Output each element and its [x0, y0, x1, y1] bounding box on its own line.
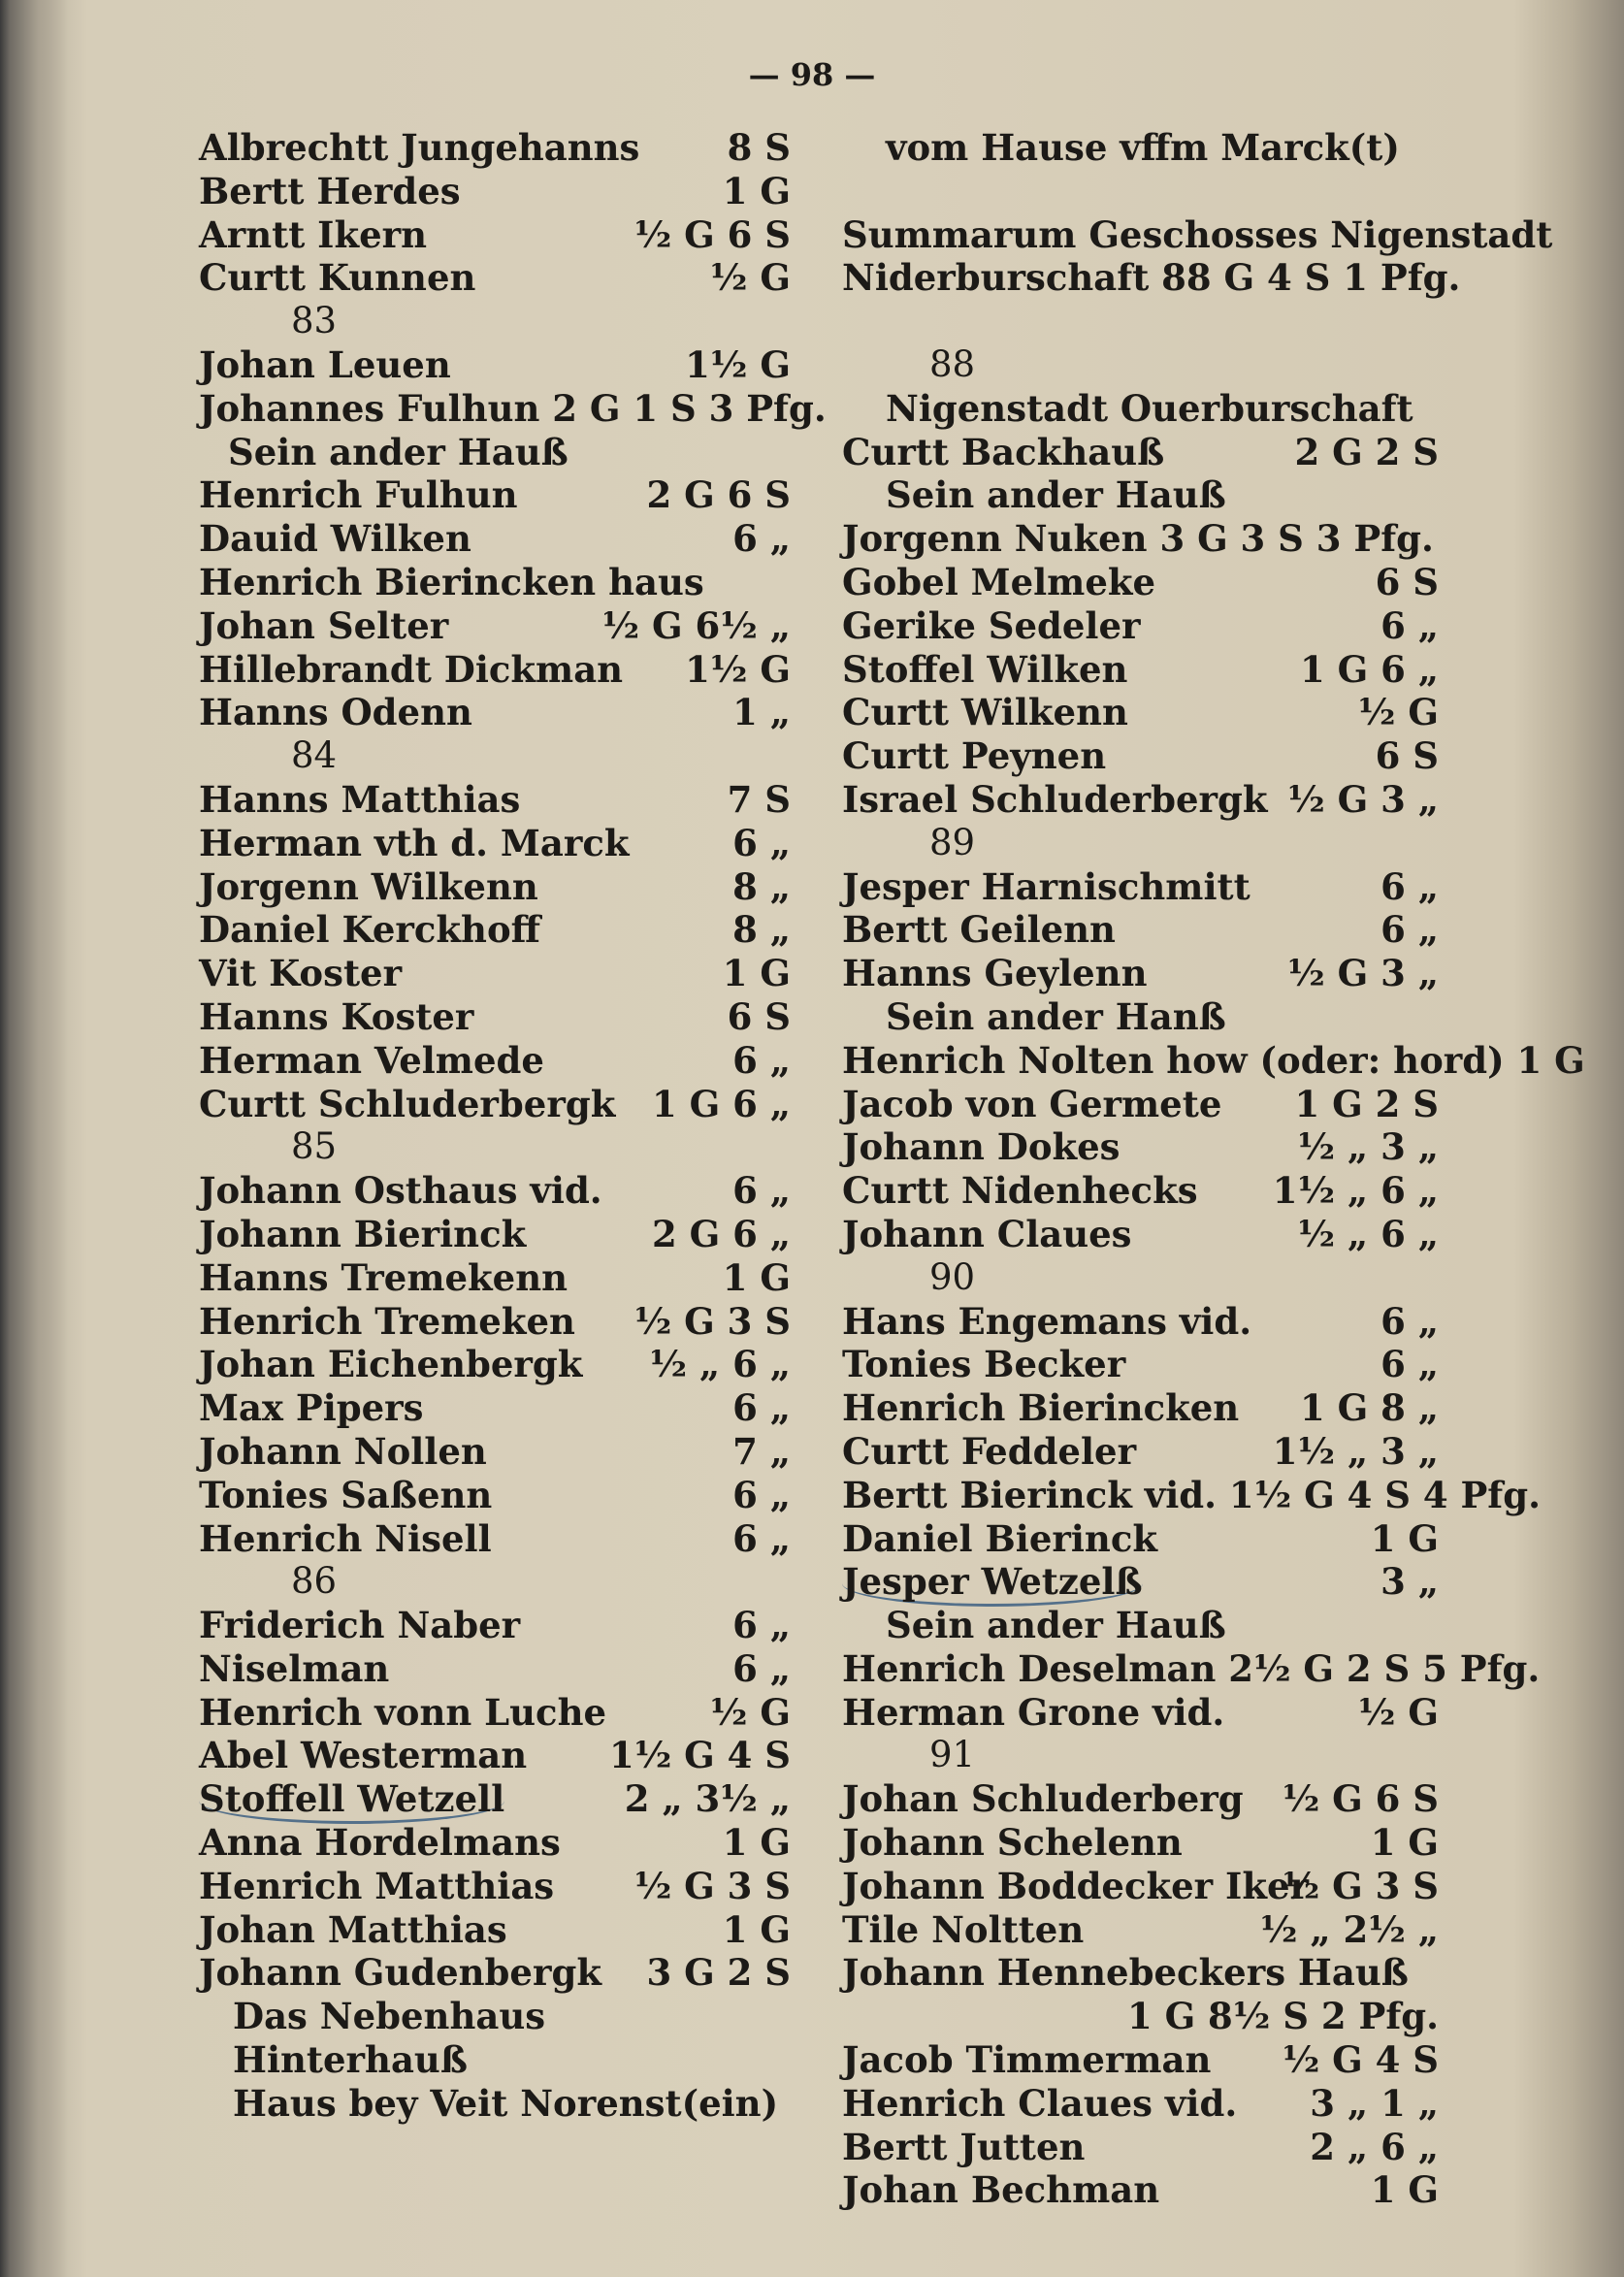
- ledger-entry: [199, 1343, 791, 1386]
- ledger-entry: [842, 1777, 1439, 1821]
- ledger-entry: [199, 1474, 791, 1517]
- entry-value: 3 „: [1380, 1560, 1439, 1604]
- entry-value: 2 „ 6 „: [1310, 2125, 1439, 2168]
- entry-name: Daniel Bierinck: [842, 1516, 1157, 1560]
- entry-name: Johan Bechman: [842, 2168, 1160, 2212]
- entry-name: Henrich Deselman 2½ G 2 S 5 Pfg.: [842, 1646, 1541, 1690]
- section-number: [842, 1256, 1439, 1300]
- entry-value: 6 „: [732, 517, 791, 561]
- ledger-entry: [199, 691, 791, 734]
- entry-name: Sein ander Hauß: [886, 1604, 1226, 1647]
- entry-name: Jacob Timmerman: [842, 2038, 1212, 2082]
- entry-name: Henrich Matthias: [199, 1864, 555, 1907]
- entry-name: Johannes Fulhun 2 G 1 S 3 Pfg.: [199, 386, 827, 430]
- entry-value: 6 „: [732, 821, 791, 864]
- entry-value: 1 G 6 „: [651, 1082, 791, 1125]
- ledger-entry: [199, 908, 791, 952]
- entry-value: 1 G: [1370, 1821, 1439, 1865]
- entry-value: 3 G 2 S: [646, 1951, 791, 1995]
- entry-name: Johan Eichenbergk: [199, 1343, 583, 1386]
- entry-name: Johann Gudenbergk: [199, 1951, 601, 1995]
- entry-name: Niderburschaft 88 G 4 S 1 Pfg.: [842, 256, 1461, 300]
- entry-name: Daniel Kerckhoff: [199, 908, 540, 952]
- entry-value: 2 G 6 „: [651, 1212, 791, 1255]
- ledger-entry: [199, 1430, 791, 1474]
- ledger-entry: [842, 561, 1439, 604]
- entry-name: Henrich Fulhun: [199, 473, 518, 517]
- section-label: 86: [291, 1560, 338, 1603]
- section-label: 88: [929, 342, 976, 385]
- entry-name: Hanns Odenn: [199, 691, 472, 734]
- entry-value: 6 „: [732, 1169, 791, 1213]
- ledger-entry: [842, 1473, 1541, 1517]
- ledger-entry: [199, 343, 791, 387]
- spacer: [842, 170, 1439, 213]
- section-label: 89: [929, 821, 976, 863]
- entry-value: ½ G 3 „: [1287, 952, 1439, 995]
- entry-value: 1 G: [1370, 1516, 1439, 1560]
- section-number: [199, 734, 791, 778]
- entry-name: Albrechtt Jungehanns: [199, 126, 640, 169]
- ledger-entry: [199, 1647, 791, 1691]
- ledger-entry: [199, 386, 827, 431]
- entry-name: Hillebrandt Dickman: [199, 647, 624, 691]
- entry-name: Johan Matthias: [199, 1907, 507, 1951]
- entry-name: Tonies Becker: [842, 1343, 1126, 1386]
- entry-value: 6 „: [1380, 1299, 1439, 1343]
- ledger-entry: [842, 778, 1439, 822]
- entry-value: 6 „: [732, 1386, 791, 1430]
- entry-name: Herman vth d. Marck: [199, 821, 630, 864]
- entry-name: Sein ander Hauß: [228, 430, 568, 473]
- entry-value: 3 „ 1 „: [1310, 2081, 1439, 2125]
- entry-value: 1 G: [722, 1255, 791, 1299]
- entry-name: Jesper Wetzelß: [842, 1560, 1143, 1607]
- ledger-entry: [199, 865, 791, 909]
- entry-name: Johann Boddecker Iker: [842, 1864, 1310, 1907]
- entry-value: 2 „ 3½ „: [624, 1777, 791, 1821]
- entry-name: Curtt Schluderbergk: [199, 1082, 616, 1125]
- entry-value: 6 „: [732, 1516, 791, 1560]
- entry-name: Hanns Tremekenn: [199, 1255, 568, 1299]
- entry-value: ½ G 6 S: [633, 212, 791, 256]
- entry-name: Hinterhauß: [233, 2038, 468, 2082]
- entry-name: Curtt Backhauß: [842, 430, 1165, 473]
- entry-value: 6 „: [1380, 1343, 1439, 1386]
- ledger-entry: [842, 1300, 1439, 1344]
- ledger-entry: [842, 2082, 1439, 2126]
- entry-name: Johan Selter: [199, 603, 449, 647]
- entry-value: ½ G: [709, 1690, 791, 1734]
- entry-name: Johann Nollen: [199, 1429, 487, 1473]
- entry-value: 7 „: [732, 1429, 791, 1473]
- entry-name: Bertt Bierinck vid. 1½ G 4 S 4 Pfg.: [842, 1473, 1541, 1516]
- ledger-entry: [842, 1125, 1439, 1169]
- ledger-entry: [842, 1995, 1439, 2038]
- ledger-entry: [199, 1604, 791, 1647]
- entry-value: 7 S: [727, 777, 791, 821]
- entry-value: ½ G: [709, 256, 791, 300]
- entry-value: 1½ G: [685, 342, 791, 386]
- ledger-entry: [199, 995, 791, 1039]
- entry-value: 6 „: [1380, 864, 1439, 908]
- ledger-entry: [842, 1169, 1439, 1213]
- entry-value: 6 S: [727, 994, 791, 1038]
- entry-value: 8 „: [732, 864, 791, 908]
- section-number: [842, 1734, 1439, 1777]
- ledger-entry: [199, 1734, 791, 1777]
- entry-name: Stoffel Wilken: [842, 647, 1128, 691]
- entry-name: Hans Engemans vid.: [842, 1299, 1252, 1343]
- entry-name: Johan Leuen: [199, 342, 451, 386]
- entry-value: 1 G: [722, 952, 791, 995]
- ledger-entry: [199, 170, 791, 213]
- entry-name: Johann Claues: [842, 1212, 1132, 1255]
- entry-value: 1 G: [722, 169, 791, 212]
- ledger-entry: [199, 1777, 791, 1821]
- entry-value: ½ „ 3 „: [1297, 1125, 1439, 1169]
- entry-name: Johann Bierinck: [199, 1212, 527, 1255]
- ledger-entry: [199, 822, 791, 865]
- entry-value: 1½ „ 6 „: [1272, 1169, 1439, 1213]
- ledger-entry: [842, 517, 1439, 561]
- entry-value: ½ G 3 S: [633, 1299, 791, 1343]
- entry-value: 6 „: [732, 1646, 791, 1690]
- entry-value: ½ „ 6 „: [649, 1343, 791, 1386]
- ledger-entry: [842, 1038, 1585, 1083]
- entry-value: 1½ G 4 S: [608, 1734, 791, 1777]
- ledger-entry: [199, 1256, 791, 1300]
- entry-value: 1½ G: [685, 647, 791, 691]
- entry-name: Max Pipers: [199, 1386, 424, 1430]
- entry-value: 6 „: [732, 1473, 791, 1516]
- ledger-entry: [842, 1865, 1439, 1908]
- entry-value: 1 G: [1370, 2168, 1439, 2212]
- spacer: [842, 300, 1439, 343]
- entry-value: ½ G 4 S: [1282, 2038, 1439, 2082]
- ledger-entry: [199, 1169, 791, 1213]
- ledger-entry: [842, 1213, 1439, 1256]
- ledger-entry: [842, 2168, 1439, 2212]
- ledger-entry: [199, 1039, 791, 1083]
- ledger-entry: [199, 778, 791, 822]
- entry-name: Johann Dokes: [842, 1125, 1121, 1169]
- ledger-entry: [199, 2038, 791, 2082]
- ledger-entry: [199, 648, 791, 692]
- book-gutter: [0, 0, 68, 2277]
- entry-name: Sein ander Hanß: [886, 994, 1226, 1038]
- ledger-entry: [199, 1908, 791, 1952]
- entry-name: Hanns Matthias: [199, 777, 521, 821]
- entry-name: Tonies Saßenn: [199, 1473, 493, 1516]
- ledger-entry: [842, 2126, 1439, 2169]
- entry-value: 1 G 8 „: [1299, 1386, 1439, 1430]
- ledger-entry: [199, 1386, 791, 1430]
- entry-name: Curtt Peynen: [842, 734, 1107, 778]
- ledger-entry: [842, 212, 1553, 257]
- ledger-entry: [842, 1908, 1439, 1952]
- entry-value: 6 „: [732, 1604, 791, 1647]
- entry-name: Jorgenn Wilkenn: [199, 864, 538, 908]
- entry-value: 6 „: [1380, 908, 1439, 952]
- section-number: [199, 300, 791, 343]
- ledger-entry: [199, 952, 791, 995]
- entry-value: 1 G 6 „: [1299, 647, 1439, 691]
- section-number: [842, 343, 1439, 387]
- entry-value: 6 „: [732, 1038, 791, 1082]
- entry-value: 2 G 2 S: [1294, 430, 1439, 473]
- entry-value: 6 S: [1375, 560, 1439, 603]
- ledger-entry: [842, 126, 1439, 170]
- ledger-entry: [842, 691, 1439, 734]
- entry-value: 6 S: [1375, 734, 1439, 778]
- entry-name: Dauid Wilken: [199, 517, 471, 561]
- ledger-entry: [842, 952, 1439, 995]
- entry-value: 8 „: [732, 908, 791, 952]
- entry-name: Herman Grone vid.: [842, 1690, 1225, 1734]
- ledger-entry: [842, 1646, 1541, 1691]
- section-label: 90: [929, 1255, 976, 1298]
- entry-value: 6 „: [1380, 603, 1439, 647]
- entry-value: ½ „ 6 „: [1297, 1212, 1439, 1255]
- ledger-entry: [842, 1517, 1439, 1561]
- entry-value: ½ „ 2½ „: [1259, 1907, 1439, 1951]
- ledger-entry: [842, 1821, 1439, 1865]
- ledger-entry: [842, 1343, 1439, 1386]
- entry-name: Nigenstadt Ouerburschaft: [886, 386, 1413, 430]
- entry-name: Johan Schluderberg: [842, 1777, 1244, 1821]
- ledger-entry: [842, 995, 1439, 1039]
- entry-name: Bertt Herdes: [199, 169, 461, 212]
- entry-value: ½ G 6½ „: [601, 603, 791, 647]
- entry-value: 1 „: [732, 691, 791, 734]
- ledger-entry: [199, 1083, 791, 1126]
- entry-value: 2 G 6 S: [646, 473, 791, 517]
- ledger-entry: [199, 517, 791, 561]
- entry-name: Henrich Claues vid.: [842, 2081, 1238, 2125]
- ledger-entry: [842, 1386, 1439, 1430]
- ledger-entry: [842, 734, 1439, 778]
- entry-name: Henrich Nolten how (oder: hord) 1 G: [842, 1038, 1585, 1082]
- ledger-entry: [842, 865, 1439, 909]
- ledger-entry: [199, 431, 791, 474]
- entry-name: vom Hause vffm Marck(t): [886, 126, 1400, 169]
- ledger-entry: [842, 1560, 1439, 1604]
- entry-name: Jesper Harnischmitt: [842, 864, 1250, 908]
- ledger-entry: [199, 1995, 791, 2038]
- entry-name: Israel Schluderbergk: [842, 777, 1268, 821]
- ledger-entry: [199, 1951, 791, 1995]
- entry-name: Curtt Kunnen: [199, 256, 476, 300]
- entry-name: Bertt Jutten: [842, 2125, 1086, 2168]
- entry-name: Hanns Koster: [199, 994, 474, 1038]
- ledger-entry: [842, 1691, 1439, 1735]
- ledger-entry: [199, 1821, 791, 1865]
- ledger-entry: [842, 648, 1439, 692]
- ledger-entry: [199, 604, 791, 648]
- entry-value: 1½ „ 3 „: [1272, 1429, 1439, 1473]
- entry-name: Summarum Geschosses Nigenstadt: [842, 212, 1553, 256]
- entry-name: Henrich vonn Luche: [199, 1690, 607, 1734]
- entry-name: Arntt Ikern: [199, 212, 428, 256]
- section-number: [199, 1560, 791, 1604]
- ledger-entry: [842, 1604, 1439, 1647]
- entry-value: ½ G: [1357, 691, 1439, 734]
- entry-name: Sein ander Hauß: [886, 473, 1226, 517]
- ledger-entry: [199, 2082, 791, 2126]
- entry-value: ½ G 6 S: [1282, 1777, 1439, 1821]
- section-label: 84: [291, 734, 338, 777]
- entry-name: Abel Westerman: [199, 1734, 528, 1777]
- entry-name: Herman Velmede: [199, 1038, 544, 1082]
- ledger-entry: [199, 561, 791, 604]
- entry-name: Bertt Geilenn: [842, 908, 1116, 952]
- entry-name: Niselman: [199, 1646, 390, 1690]
- entry-value: ½ G: [1357, 1690, 1439, 1734]
- section-label: 91: [929, 1734, 976, 1776]
- entry-name: Henrich Nisell: [199, 1516, 492, 1560]
- section-number: [199, 1125, 791, 1169]
- entry-name: Henrich Tremeken: [199, 1299, 575, 1343]
- ledger-entry: [199, 256, 791, 300]
- entry-name: Johann Osthaus vid.: [199, 1169, 602, 1213]
- ledger-entry: [842, 473, 1439, 517]
- entry-value: 1 G 8½ S 2 Pfg.: [1126, 1995, 1439, 2038]
- entry-name: Vit Koster: [199, 952, 403, 995]
- entry-name: Stoffell Wetzell: [199, 1777, 504, 1824]
- entry-name: Tile Noltten: [842, 1907, 1085, 1951]
- ledger-entry: [199, 473, 791, 517]
- entry-name: Friderich Naber: [199, 1604, 521, 1647]
- entry-name: Curtt Feddeler: [842, 1429, 1137, 1473]
- entry-name: Das Nebenhaus: [233, 1995, 546, 2038]
- ledger-entry: [199, 1517, 791, 1561]
- ledger-entry: [842, 2038, 1439, 2082]
- ledger-entry: [842, 1951, 1439, 1995]
- ledger-entry: [199, 126, 791, 170]
- section-label: 83: [291, 300, 338, 342]
- ledger-entry: [199, 1300, 791, 1344]
- section-label: 85: [291, 1125, 338, 1168]
- section-number: [842, 822, 1439, 865]
- entry-value: 8 S: [727, 126, 791, 169]
- entry-name: Curtt Nidenhecks: [842, 1169, 1198, 1213]
- entry-name: Anna Hordelmans: [199, 1821, 561, 1865]
- right-column: [842, 126, 1585, 2212]
- entry-name: Hanns Geylenn: [842, 952, 1148, 995]
- ledger-entry: [842, 387, 1439, 431]
- entry-name: Jorgenn Nuken 3 G 3 S 3 Pfg.: [842, 517, 1434, 561]
- entry-value: ½ G 3 S: [1282, 1864, 1439, 1907]
- page-number: — 98 —: [748, 56, 876, 93]
- ledger-entry: [199, 1691, 791, 1735]
- ledger-entry: [842, 1430, 1439, 1474]
- entry-value: 1 G: [722, 1821, 791, 1865]
- entry-name: Gobel Melmeke: [842, 560, 1156, 603]
- entry-name: Henrich Bierincken haus: [199, 560, 704, 603]
- ledger-entry: [199, 1213, 791, 1256]
- left-column: [199, 126, 827, 2126]
- entry-name: Jacob von Germete: [842, 1082, 1222, 1125]
- ledger-entry: [199, 213, 791, 257]
- ledger-entry: [842, 1083, 1439, 1126]
- entry-name: Johann Hennebeckers Hauß: [842, 1951, 1409, 1995]
- ledger-entry: [199, 1865, 791, 1908]
- ledger-entry: [842, 908, 1439, 952]
- entry-name: Haus bey Veit Norenst(ein): [233, 2081, 779, 2125]
- entry-name: Henrich Bierincken: [842, 1386, 1240, 1430]
- entry-name: Johann Schelenn: [842, 1821, 1183, 1865]
- entry-value: ½ G 3 S: [633, 1864, 791, 1907]
- entry-name: Gerike Sedeler: [842, 603, 1141, 647]
- entry-value: ½ G 3 „: [1287, 777, 1439, 821]
- ledger-entry: [842, 431, 1439, 474]
- entry-value: 1 G: [722, 1907, 791, 1951]
- entry-name: Curtt Wilkenn: [842, 691, 1128, 734]
- ledger-entry: [842, 604, 1439, 648]
- entry-value: 1 G 2 S: [1294, 1082, 1439, 1125]
- ledger-entry: [842, 256, 1461, 300]
